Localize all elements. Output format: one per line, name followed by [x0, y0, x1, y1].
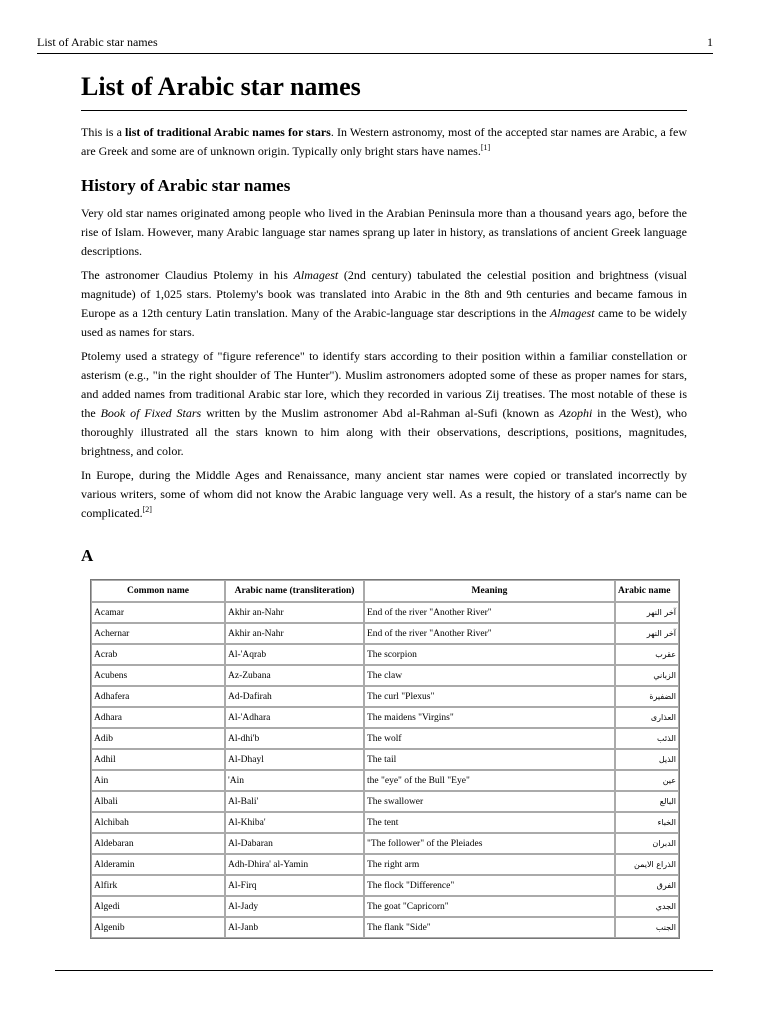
transliteration-cell: Al-Janb — [225, 917, 364, 938]
common-name-cell[interactable]: Alfirk — [91, 875, 225, 896]
common-name-cell[interactable]: Adhafera — [91, 686, 225, 707]
meaning-cell: The tent — [364, 812, 615, 833]
arabic-name-cell: الجنب — [615, 917, 679, 938]
article-body — [81, 70, 687, 939]
table-row — [91, 749, 679, 770]
transliteration-cell: Al-Jady — [225, 896, 364, 917]
common-name-cell[interactable]: Adhara — [91, 707, 225, 728]
arabic-name-cell: العذارى — [615, 707, 679, 728]
transliteration-cell: Akhir an-Nahr — [225, 602, 364, 623]
common-name-cell[interactable]: Adhil — [91, 749, 225, 770]
common-name-cell[interactable]: Ain — [91, 770, 225, 791]
meaning-cell: End of the river "Another River" — [364, 623, 615, 644]
intro-paragraph: This is a list of traditional Arabic names for stars. In Western astronomy, most of the accepted star names are Arabic, a few are Greek and some are of unknown origin. Typically only bright stars have names.[1] — [81, 125, 687, 158]
page-number: 1 — [707, 35, 713, 49]
arabic-name-cell: آخر النهر — [615, 602, 679, 623]
transliteration-cell: Az-Zubana — [225, 665, 364, 686]
table-row — [91, 917, 679, 938]
table-row — [91, 707, 679, 728]
transliteration-cell: Ad-Dafirah — [225, 686, 364, 707]
common-name-cell[interactable]: Alderamin — [91, 854, 225, 875]
column-header: Common name — [91, 580, 225, 602]
table-row — [91, 791, 679, 812]
common-name-cell[interactable]: Acrab — [91, 644, 225, 665]
table-row — [91, 602, 679, 623]
transliteration-cell: Al-Bali' — [225, 791, 364, 812]
arabic-name-cell: الذراع الايمن — [615, 854, 679, 875]
history-paragraph-4: In Europe, during the Middle Ages and Renaissance, many ancient star names were copied or translated incorrectly by various writers, some of whom did not know the Arabic language very well. As a result, the history of a star's name can be complicated.[2] — [81, 468, 687, 520]
reference-link[interactable]: [1] — [480, 143, 491, 152]
arabic-name-cell: عين — [615, 770, 679, 791]
meaning-cell: The scorpion — [364, 644, 615, 665]
arabic-name-cell: الجدي — [615, 896, 679, 917]
meaning-cell: the "eye" of the Bull "Eye" — [364, 770, 615, 791]
common-name-cell[interactable]: Acubens — [91, 665, 225, 686]
table-row — [91, 665, 679, 686]
column-header: Arabic name (transliteration) — [225, 580, 364, 602]
table-row — [91, 623, 679, 644]
star-names-table — [90, 579, 680, 939]
table-row — [91, 644, 679, 665]
meaning-cell: "The follower" of the Pleiades — [364, 833, 615, 854]
arabic-name-cell: الضفيرة — [615, 686, 679, 707]
arabic-name-cell: الخباء — [615, 812, 679, 833]
running-head — [37, 35, 713, 54]
meaning-cell: The tail — [364, 749, 615, 770]
history-paragraph-3: Ptolemy used a strategy of "figure reference" to identify stars according to their position within a familiar constellation or asterism (e.g., "in the right shoulder of The Hunter"). Muslim astronomers adopted some of these as proper names for stars, and added names from traditional Arabic star lore, which they recorded in various Zij treatises. The most notable of these is the Book of Fixed Stars written by the Muslim astronomer Abd al-Rahman al-Sufi (known as Azophi in the West), who thoroughly illustrated all the stars known to him along with their observations, descriptions, positions, magnitudes, brightness, and color. — [81, 349, 687, 458]
transliteration-cell: Al-Dhayl — [225, 749, 364, 770]
history-paragraph-2: The astronomer Claudius Ptolemy in his Almagest (2nd century) tabulated the celestial position and brightness (visual magnitude) of 1,025 stars. Ptolemy's book was translated into Arabic in the 8th and 9th centuries and became famous in Europe as a 12th century Latin translation. Many of the Arabic-language star descriptions in the Almagest came to be widely used as names for stars. — [81, 268, 687, 339]
transliteration-cell: Al-'Aqrab — [225, 644, 364, 665]
common-name-cell[interactable]: Algedi — [91, 896, 225, 917]
meaning-cell: The flock "Difference" — [364, 875, 615, 896]
history-heading: History of Arabic star names — [81, 176, 291, 195]
arabic-name-cell: البالع — [615, 791, 679, 812]
common-name-cell[interactable]: Adib — [91, 728, 225, 749]
arabic-name-cell: الزباني — [615, 665, 679, 686]
transliteration-cell: Akhir an-Nahr — [225, 623, 364, 644]
column-header: Meaning — [364, 580, 615, 602]
transliteration-cell: Al-Khiba' — [225, 812, 364, 833]
transliteration-cell: Al-dhi'b — [225, 728, 364, 749]
meaning-cell: The flank "Side" — [364, 917, 615, 938]
common-name-cell[interactable]: Algenib — [91, 917, 225, 938]
transliteration-cell: Al-Firq — [225, 875, 364, 896]
page-title: List of Arabic star names — [81, 70, 687, 111]
arabic-name-cell: الذئب — [615, 728, 679, 749]
meaning-cell: The goat "Capricorn" — [364, 896, 615, 917]
transliteration-cell: Al-'Adhara — [225, 707, 364, 728]
section-a-heading: A — [81, 546, 94, 565]
meaning-cell: End of the river "Another River" — [364, 602, 615, 623]
reference-link[interactable]: [2] — [142, 505, 152, 514]
table-row — [91, 875, 679, 896]
common-name-cell[interactable]: Alchibah — [91, 812, 225, 833]
arabic-name-cell: آخر النهر — [615, 623, 679, 644]
table-body — [91, 602, 679, 938]
common-name-cell[interactable]: Acamar — [91, 602, 225, 623]
table-row — [91, 812, 679, 833]
transliteration-cell: Adh-Dhira' al-Yamin — [225, 854, 364, 875]
meaning-cell: The right arm — [364, 854, 615, 875]
common-name-cell[interactable]: Aldebaran — [91, 833, 225, 854]
meaning-cell: The curl "Plexus" — [364, 686, 615, 707]
footer-rule — [55, 970, 713, 971]
meaning-cell: The claw — [364, 665, 615, 686]
arabic-name-cell: عقرب — [615, 644, 679, 665]
arabic-name-cell: الفرق — [615, 875, 679, 896]
table-row — [91, 833, 679, 854]
table-row — [91, 770, 679, 791]
table-row — [91, 728, 679, 749]
table-row — [91, 854, 679, 875]
meaning-cell: The maidens "Virgins" — [364, 707, 615, 728]
common-name-cell[interactable]: Achernar — [91, 623, 225, 644]
transliteration-cell: 'Ain — [225, 770, 364, 791]
table-row — [91, 896, 679, 917]
transliteration-cell: Al-Dabaran — [225, 833, 364, 854]
arabic-name-cell: الدبران — [615, 833, 679, 854]
table-row — [91, 686, 679, 707]
meaning-cell: The wolf — [364, 728, 615, 749]
history-paragraph-1: Very old star names originated among people who lived in the Arabian Peninsula more than a thousand years ago, before the rise of Islam. However, many Arabic language star names sprang up later in history, as translations of ancient Greek language descriptions. — [81, 206, 687, 258]
common-name-cell[interactable]: Albali — [91, 791, 225, 812]
running-head-title: List of Arabic star names — [37, 35, 158, 49]
arabic-name-cell: الذيل — [615, 749, 679, 770]
meaning-cell: The swallower — [364, 791, 615, 812]
table-header-row — [91, 580, 679, 602]
column-header: Arabic name — [615, 580, 679, 602]
